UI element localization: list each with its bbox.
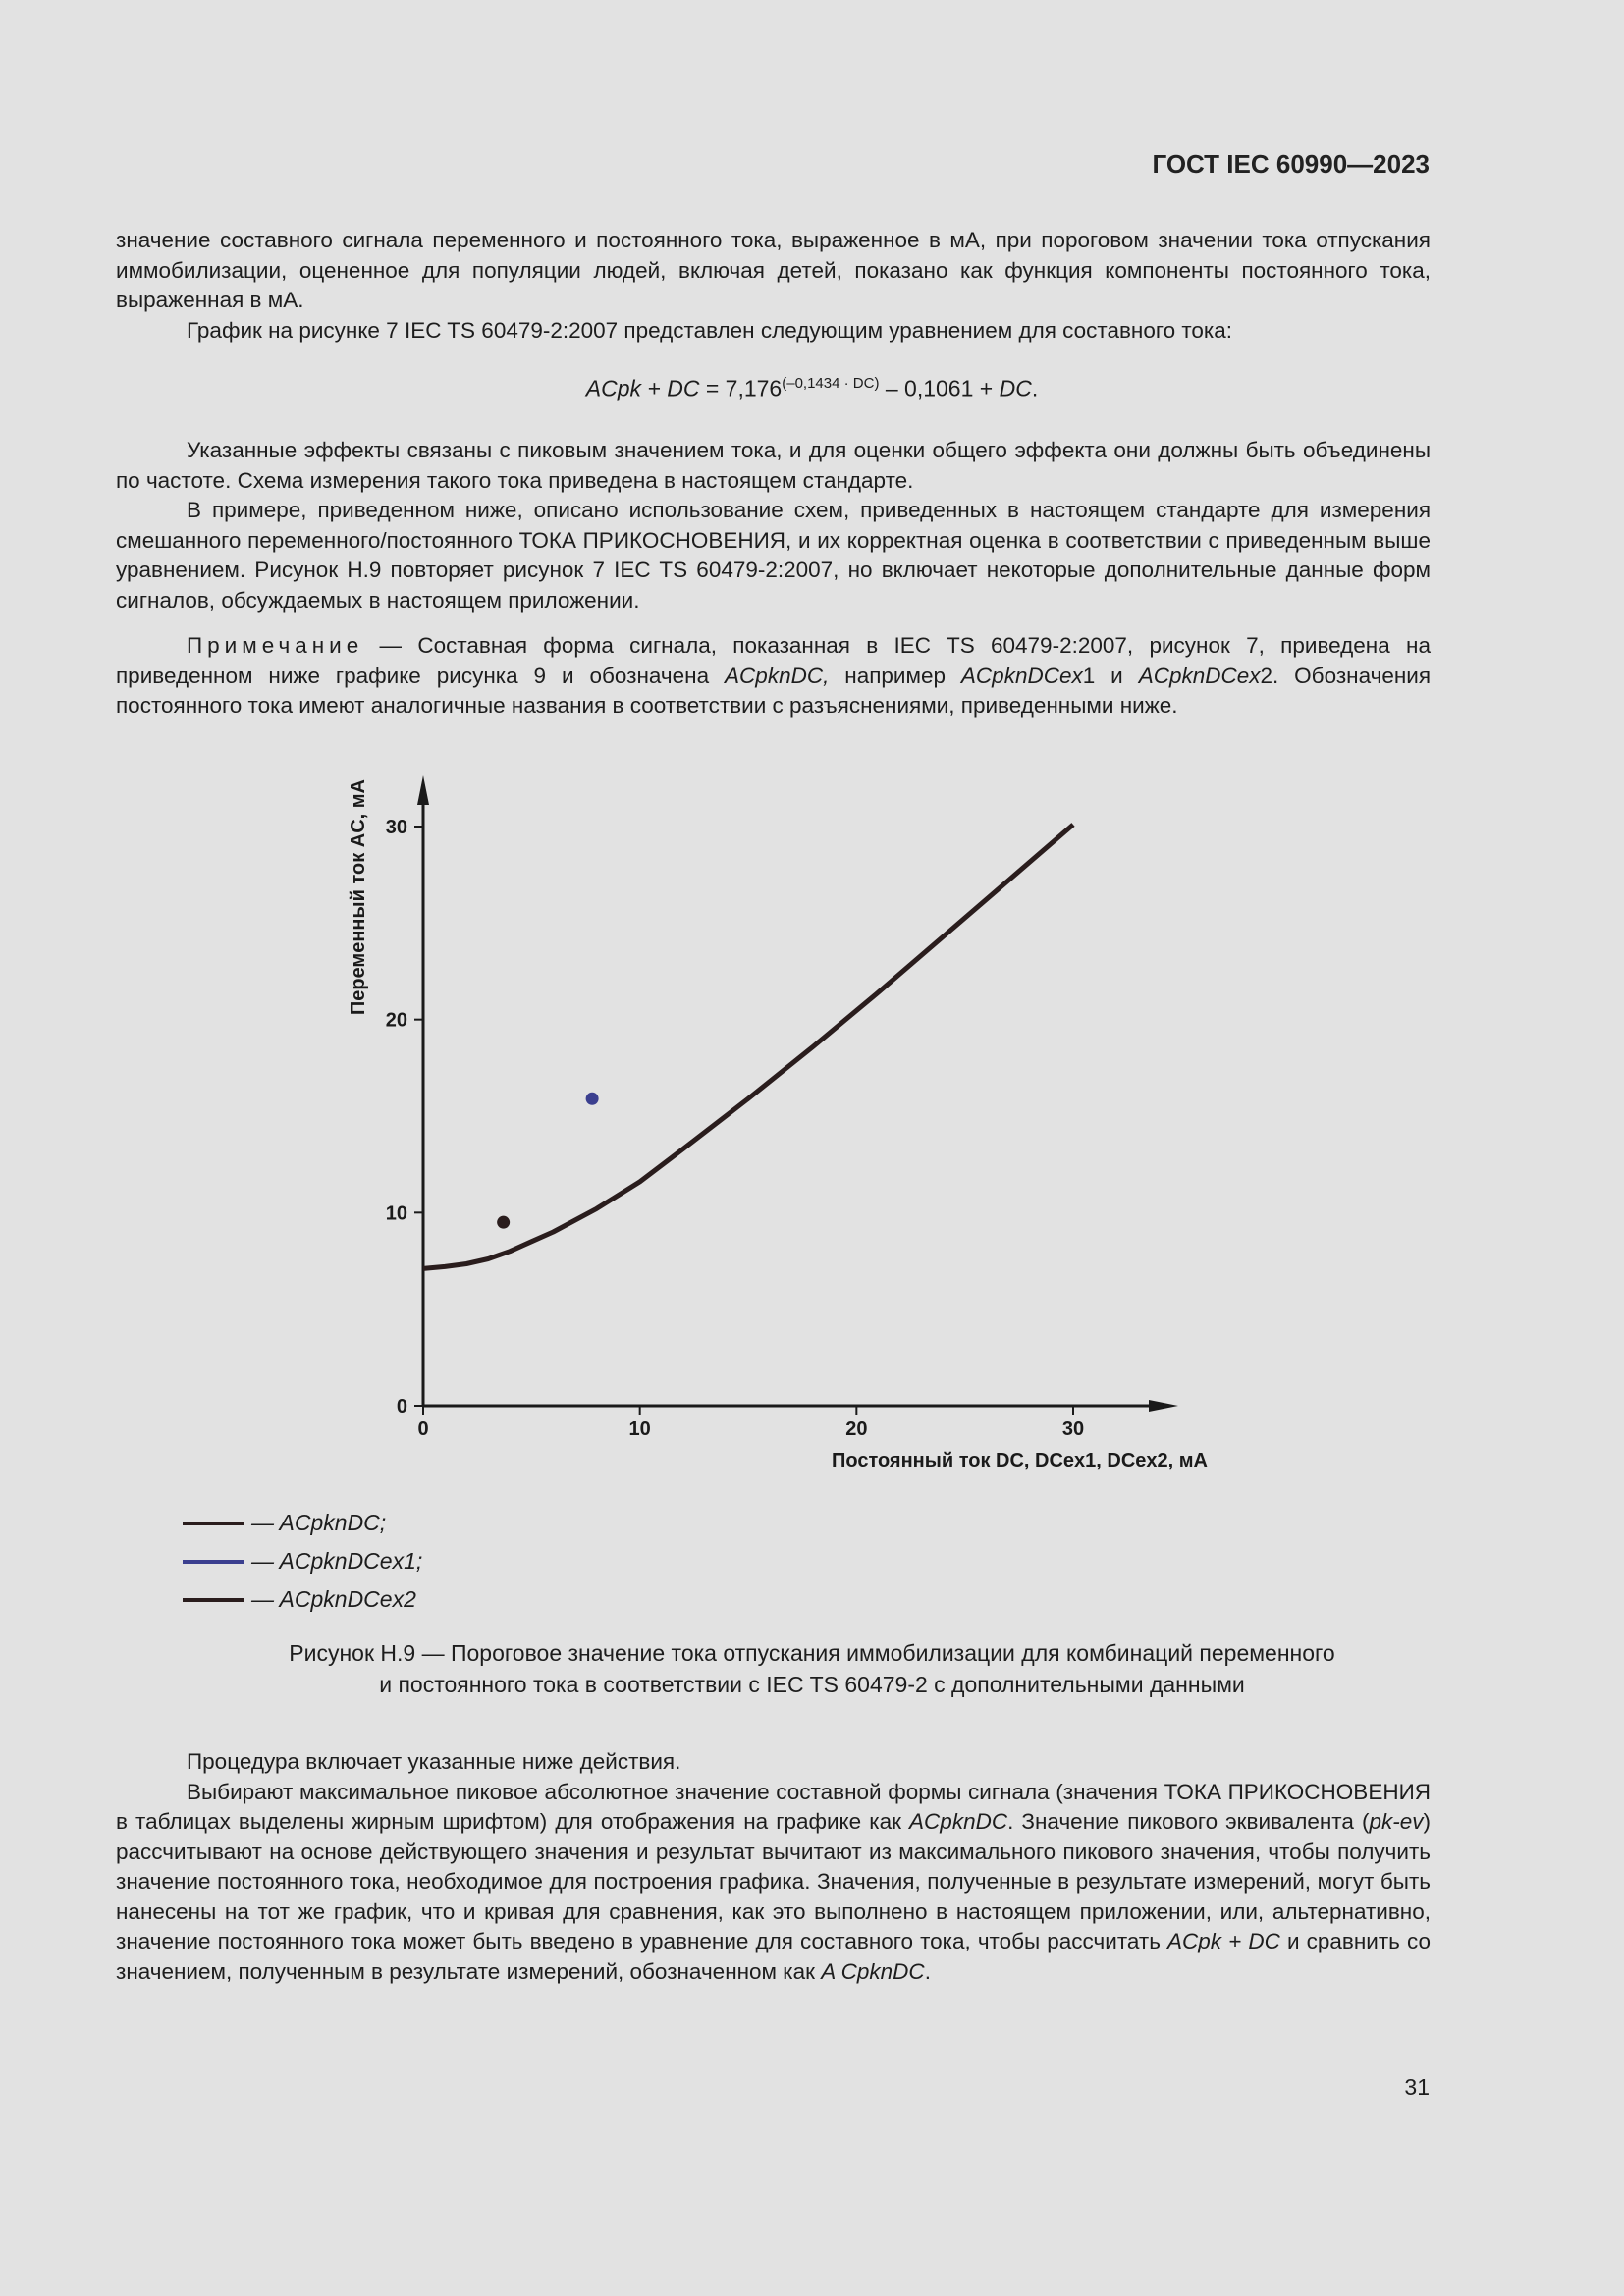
formula-exponent: (–0,1434 · DC) (782, 375, 880, 392)
formula-lhs: ACpk + DC (585, 375, 700, 401)
y-tick-label: 20 (385, 1009, 407, 1032)
standard-header: ГОСТ IEC 60990—2023 (1152, 149, 1430, 179)
chart-ticks (386, 817, 1084, 1440)
x-tick-label: 20 (845, 1418, 868, 1440)
x-axis-arrow (1149, 1400, 1178, 1412)
paragraph-2: График на рисунке 7 IEC TS 60479-2:2007 представлен следующим уравнением для составного тока: (187, 317, 1233, 343)
threshold-chart (324, 756, 1227, 1482)
procedure-text (116, 1747, 1431, 1987)
note-italic-3: ACpknDCex (1138, 663, 1261, 688)
formula-rest: – 0,1061 + (879, 375, 1000, 401)
intro-text (116, 226, 1431, 346)
caption-line-1: Рисунок H.9 — Пороговое значение тока отпускания иммобилизации для комбинаций переменного (289, 1640, 1335, 1666)
y-tick-label: 30 (385, 817, 407, 838)
legend-swatch (183, 1560, 244, 1564)
y-axis-arrow (417, 775, 429, 805)
body-text (116, 436, 1431, 615)
chart-series (423, 825, 1073, 1268)
note-italic-2: ACpknDCex (960, 663, 1083, 688)
p6-italic-4: A CpknDC (821, 1958, 925, 1984)
legend-item-acpkndcex1 (183, 1542, 422, 1580)
paragraph-3: Указанные эффекты связаны с пиковым значением тока, и для оценки общего эффекта они должны быть объединены по частоте. Схема измерения такого тока приведена в настоящем стандарте. (116, 438, 1431, 493)
p6-text-1: Выбирают максимальное пиковое абсолютное значение составной формы сигнала (значения ТОКА ПРИКОСНОВЕНИЯ в таблицах выделены жирным шрифтом) для отображения на графике как (116, 1779, 1431, 1834)
y-tick-label: 10 (385, 1202, 407, 1225)
note-label: Примечание (187, 633, 364, 658)
paragraph-6 (116, 1778, 1431, 1988)
formula-dc: DC (999, 375, 1032, 401)
paragraph-4: В примере, приведенном ниже, описано использование схем, приведенных в настоящем стандарте для измерения смешанного переменного/постоянного ТОКА ПРИКОСНОВЕНИЯ, и их корректная оценка в соответствии с приведенным выше уравнением. Рисунок H.9 повторяет рисунок 7 IEC TS 60479-2:2007, но включает некоторые дополнительные данные форм сигналов, обсуждаемых в настоящем приложении. (116, 498, 1431, 613)
note-text-1: — Составная форма сигнала, показанная в IEC TS 60479-2:2007, рисунок 7, приведена на приведенном ниже графике рисунка 9 и обозначена (116, 633, 1431, 688)
legend-swatch (183, 1522, 244, 1525)
legend-item-acpkndc (183, 1504, 422, 1542)
chart-legend (183, 1504, 422, 1619)
x-axis-label: Постоянный ток DC, DCex1, DCex2, мА (832, 1450, 1208, 1471)
legend-item-acpkndcex2 (183, 1580, 422, 1619)
x-tick-label: 10 (628, 1418, 651, 1440)
p6-italic-1: ACpknDC (909, 1809, 1008, 1834)
page-number: 31 (1404, 2074, 1430, 2100)
p6-text-2: . Значение пикового эквивалента ( (1007, 1809, 1370, 1834)
p6-text-5: . (924, 1958, 931, 1984)
x-tick-label: 30 (1061, 1418, 1085, 1440)
p6-text-4: и сравнить со значением, полученным в результате измерений, обозначенном как (116, 1929, 1431, 1984)
legend-label: — ACpknDCex2 (251, 1586, 416, 1612)
note-text-2: например (829, 663, 961, 688)
formula-eq: = 7,176 (699, 375, 783, 401)
y-axis-label: Переменный ток AC, мА (348, 779, 369, 1016)
figure-caption (0, 1637, 1624, 1700)
y-tick-label: 0 (396, 1396, 407, 1417)
note-paragraph (116, 631, 1431, 721)
series-line-acpkndc (423, 825, 1073, 1268)
note-text-3: 2. Обозначения постоянного тока имеют аналогичные названия в соответствии с разъяснениями, приведенными ниже. (116, 663, 1432, 718)
paragraph-5: Процедура включает указанные ниже действия. (187, 1749, 681, 1774)
note-italic-1: ACpknDC, (725, 663, 830, 688)
composite-current-formula (0, 375, 1624, 402)
caption-line-2: и постоянного тока в соответствии с IEC TS 60479-2 с дополнительными данными (379, 1672, 1245, 1697)
note-text (116, 631, 1431, 721)
data-point-acpkndcex2 (497, 1216, 510, 1229)
p6-text-3: ) рассчитывают на основе действующего значения и результат вычитают из максимального пикового значения, чтобы получить значение постоянного тока, необходимое для построения графика. Значения, полученные в результате измерений, могут быть нанесены на тот же график, что и кривая для сравнения, как это выполнено в настоящем приложении, или, альтернативно, значение постоянного тока может быть введено в уравнение для составного тока, чтобы рассчитать (116, 1809, 1431, 1953)
note-text-n1: 1 и (1082, 663, 1139, 688)
legend-label: — ACpknDCex1; (251, 1548, 423, 1574)
formula-end: . (1031, 375, 1039, 401)
paragraph-1: значение составного сигнала переменного и постоянного тока, выраженное в мА, при пороговом значении тока отпускания иммобилизации, оцененное для популяции людей, включая детей, показано как функция компоненты постоянного тока, выраженная в мА. (116, 228, 1431, 312)
legend-label: — ACpknDC; (251, 1510, 387, 1535)
legend-swatch (183, 1598, 244, 1602)
p6-italic-2: pk-ev (1369, 1809, 1424, 1834)
x-tick-label: 0 (417, 1418, 429, 1440)
data-point-acpkndcex1 (586, 1093, 599, 1105)
p6-italic-3: ACpk + DC (1167, 1929, 1280, 1953)
